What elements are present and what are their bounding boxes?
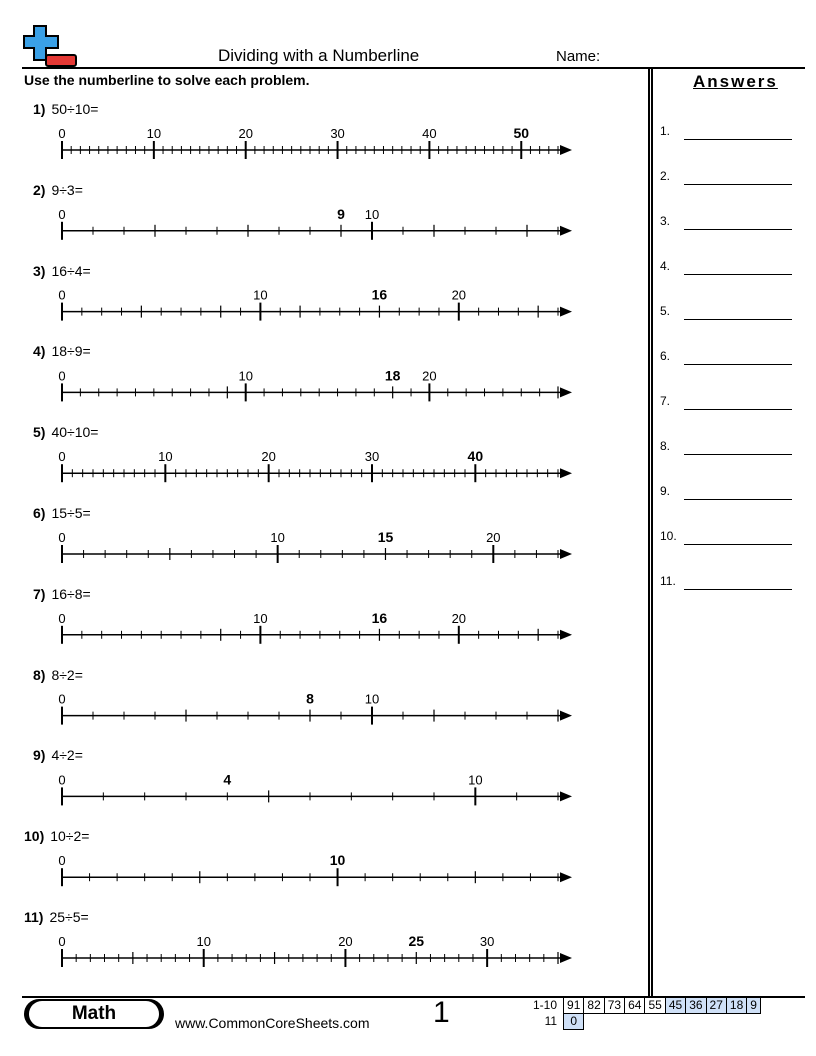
highlight-value: 25 [408,933,425,949]
problem-expression: 18÷9= [51,343,91,360]
problem-number: 4) [33,343,46,360]
problem-expression: 15÷5= [51,505,91,521]
tick-label: 10 [364,691,380,707]
numberline [58,610,572,644]
highlight-value: 16 [371,609,388,626]
arrow-head-icon [560,549,572,559]
problem-number: 1) [33,101,46,117]
problem-number: 10) [24,828,45,845]
score-row-label: 1-10 [533,998,558,1012]
tick-label: 20 [261,449,276,465]
answer-number: 5. [660,304,671,318]
answer-number: 11. [660,574,676,588]
answer-number: 4. [660,259,671,273]
tick-label: 0 [58,126,66,141]
answer-number: 3. [660,214,671,228]
tick-label: 10 [238,368,253,384]
score-row-label: 11 [544,1014,558,1028]
problem-expression: 4÷2= [51,747,83,764]
score-cell: 91 [564,998,584,1014]
score-table [530,997,761,1030]
numberline [58,448,572,482]
tick-label: 0 [58,610,66,626]
arrow-head-icon [560,307,572,317]
arrow-head-icon [560,468,572,478]
numberline [58,529,572,563]
answer-number: 1. [660,124,671,138]
tick-label: 0 [58,934,66,949]
numberline [58,125,572,159]
problem-expression: 10÷2= [50,828,90,845]
instructions: Use the numberline to solve each problem. [24,72,310,88]
highlight-value: 10 [329,852,346,869]
tick-label: 30 [364,449,380,465]
problem-expression: 16÷8= [51,585,91,602]
answer-number: 8. [660,439,671,453]
name-label: Name: [556,48,601,65]
highlight-value: 50 [513,125,530,141]
score-cell: 82 [584,998,604,1014]
answer-number: 7. [660,394,671,408]
arrow-head-icon [560,953,572,963]
score-row [530,1014,760,1030]
tick-label: 0 [58,691,66,707]
tick-label: 10 [270,530,285,545]
score-cell: 0 [564,1014,584,1030]
score-cell: 18 [726,998,746,1014]
numberline [58,771,572,805]
numberline [58,852,572,886]
highlight-value: 4 [223,771,232,788]
answer-number: 9. [660,484,671,498]
subject-label: Math [29,1001,159,1027]
tick-label: 20 [422,368,437,384]
problem-number: 8) [33,666,46,683]
highlight-value: 16 [371,286,388,303]
arrow-head-icon [560,711,572,721]
numberline [58,206,572,240]
problem-number: 3) [33,262,46,279]
problem-expression: 40÷10= [51,424,99,441]
arrow-head-icon [560,630,572,640]
answer-number: 10. [660,529,677,543]
tick-label: 20 [451,287,467,303]
problem-expression: 50÷10= [51,101,99,117]
arrow-head-icon [560,791,572,801]
tick-label: 10 [253,610,268,626]
tick-label: 0 [58,772,66,788]
tick-label: 10 [364,206,380,222]
numberline [58,367,572,401]
problem-expression: 25÷5= [49,909,89,925]
tick-label: 0 [58,206,66,222]
tick-label: 10 [253,287,268,303]
answer-number: 2. [660,169,671,183]
highlight-value: 40 [467,448,484,465]
tick-label: 30 [479,934,495,949]
page-number: 1 [433,996,450,1029]
score-row [530,998,760,1014]
arrow-head-icon [560,387,572,397]
page-title: Dividing with a Numberline [218,46,420,65]
numberline [58,287,572,321]
highlight-value: 8 [306,690,314,707]
tick-label: 40 [422,126,437,141]
score-cell: 55 [645,998,665,1014]
problem-number: 5) [33,424,46,441]
tick-label: 0 [58,530,66,545]
highlight-value: 15 [377,529,394,545]
tick-label: 10 [468,772,483,788]
score-cell: 36 [686,998,706,1014]
answer-number: 6. [660,349,671,363]
arrow-head-icon [560,145,572,155]
highlight-value: 9 [337,205,345,222]
problem-number: 2) [33,181,46,198]
tick-label: 0 [58,449,66,465]
tick-label: 10 [196,934,211,949]
tick-label: 20 [338,934,353,949]
problem-number: 9) [33,747,46,764]
tick-label: 30 [330,126,345,141]
score-cell: 64 [625,998,645,1014]
tick-label: 20 [486,530,501,545]
tick-label: 20 [451,610,467,626]
numberline [58,691,572,725]
tick-label: 10 [146,126,162,141]
score-cell: 73 [604,998,624,1014]
problem-number: 7) [33,585,46,602]
tick-label: 10 [158,449,173,465]
answers-title: Answers [693,72,778,91]
problem-expression: 8÷2= [51,666,83,683]
problem-number: 11) [24,909,44,925]
problem-number: 6) [33,505,46,521]
website-text: www.CommonCoreSheets.com [175,1015,370,1031]
tick-label: 20 [238,126,253,141]
score-cell: 45 [665,998,685,1014]
score-cell: 9 [747,998,761,1014]
problem-expression: 16÷4= [51,262,91,279]
tick-label: 0 [58,368,66,384]
tick-label: 0 [58,287,66,303]
arrow-head-icon [560,226,572,236]
tick-label: 0 [58,853,66,869]
highlight-value: 18 [384,367,401,384]
arrow-head-icon [560,872,572,882]
problem-expression: 9÷3= [51,181,83,198]
score-cell: 27 [706,998,726,1014]
numberline [58,933,572,967]
